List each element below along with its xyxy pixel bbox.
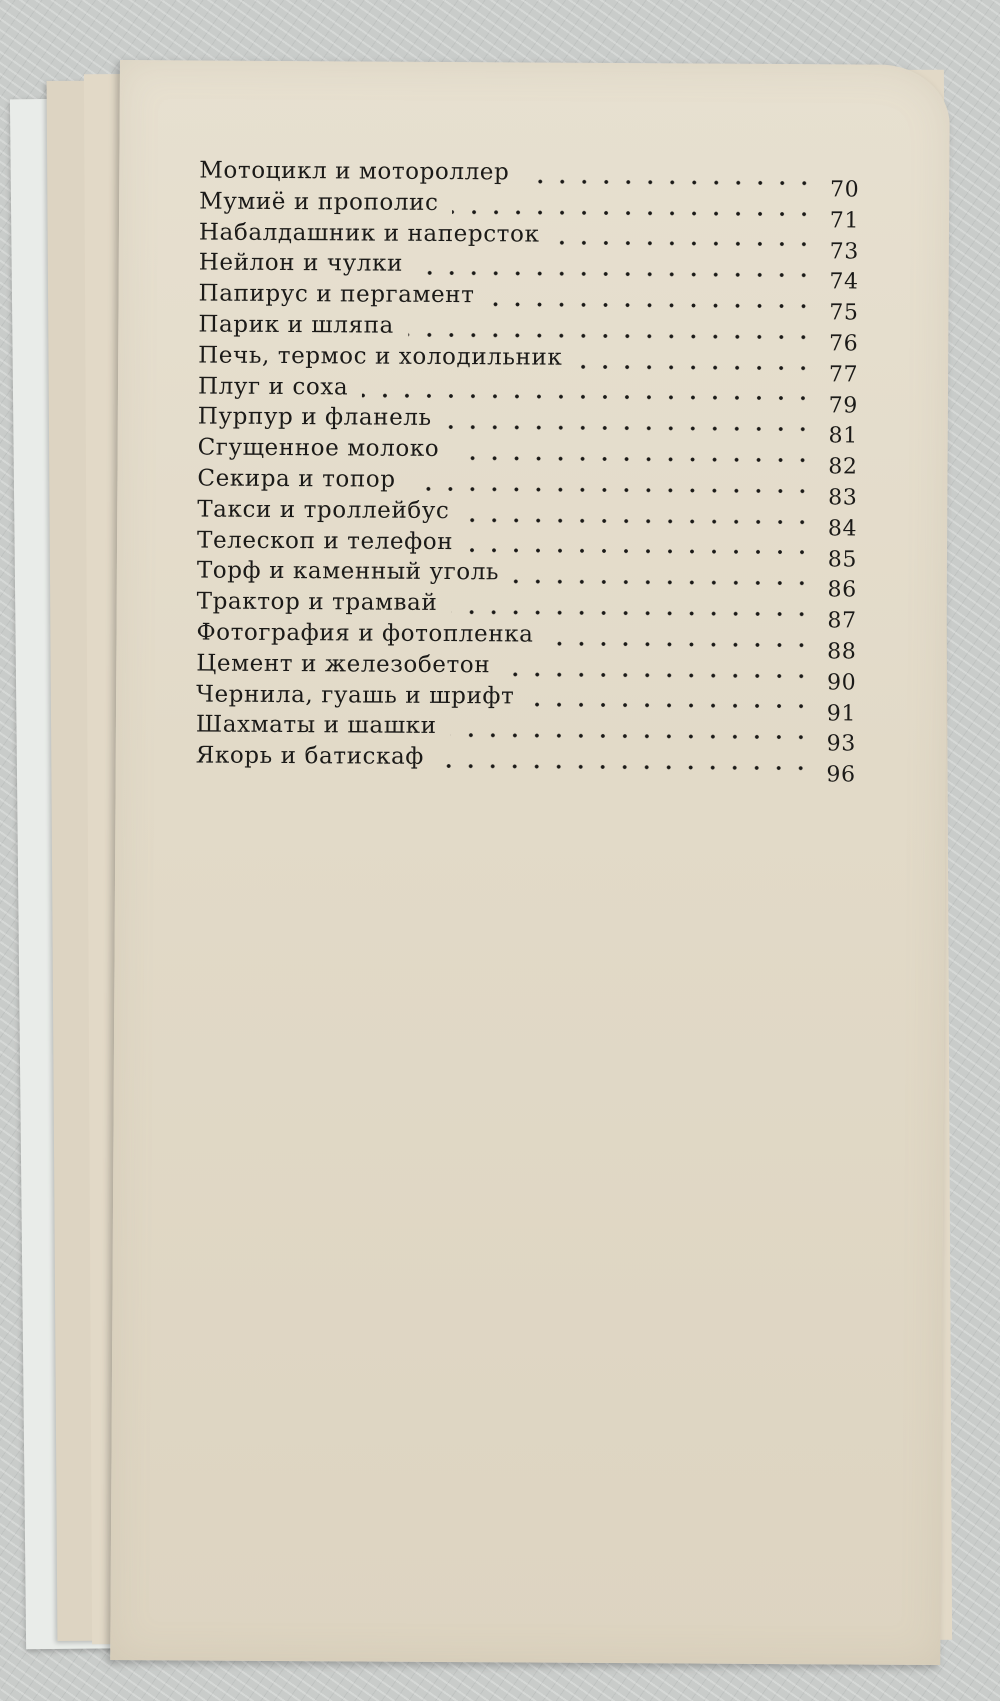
toc-entry-page: 81	[828, 423, 858, 449]
toc-entry-page: 71	[829, 208, 860, 234]
toc-entry-page: 75	[829, 300, 859, 326]
dot-leader	[451, 732, 812, 740]
dot-leader	[417, 270, 815, 278]
dot-leader	[452, 609, 813, 617]
toc-entry-page: 70	[829, 177, 860, 203]
toc-entry-title: Фотография и фотопленка	[196, 619, 534, 648]
toc-entry-page: 82	[828, 454, 858, 480]
dot-leader	[488, 301, 814, 309]
toc-entry-title: Якорь и батискаф	[195, 742, 425, 771]
toc-entry-title: Чернила, гуашь и шрифт	[196, 681, 515, 709]
toc-entry-title: Мумиё и прополис	[199, 188, 439, 216]
book-page	[110, 60, 950, 1665]
toc-entry-page: 90	[826, 670, 857, 696]
dot-leader	[463, 517, 813, 525]
toc-entry-title: Печь, термос и холодильник	[198, 342, 563, 371]
toc-entry-page: 77	[828, 362, 859, 388]
toc-entry-page: 87	[827, 608, 857, 634]
toc-entry-page: 83	[828, 485, 858, 511]
toc-entry-title: Торф и каменный уголь	[196, 557, 500, 586]
dot-leader	[452, 209, 815, 217]
dot-leader	[576, 363, 814, 370]
toc-entry-title: Телескоп и телефон	[196, 527, 454, 555]
dot-leader	[504, 671, 812, 679]
toc-entry-page: 86	[827, 577, 857, 603]
table-of-contents	[195, 155, 860, 788]
toc-entry-title: Нейлон и чулки	[198, 249, 404, 278]
toc-entry-title: Пурпур и фланель	[197, 403, 432, 432]
toc-entry-title: Набалдашник и наперсток	[198, 219, 540, 248]
toc-entry-page: 93	[826, 731, 856, 757]
toc-entry-page: 76	[829, 331, 859, 357]
toc-entry-title: Сгущенное молоко	[197, 434, 440, 463]
dot-leader	[523, 178, 815, 186]
toc-entry-title: Парик и шляпа	[198, 311, 394, 339]
toc-entry-title: Папирус и пергамент	[198, 280, 475, 309]
toc-entry	[195, 741, 856, 788]
toc-entry-title: Такси и троллейбус	[197, 496, 450, 524]
toc-entry-page: 84	[827, 516, 858, 542]
dot-leader	[362, 393, 814, 402]
toc-entry-page: 96	[826, 762, 856, 788]
toc-entry-title: Шахматы и шашки	[195, 711, 437, 740]
toc-entry-title: Цемент и железобетон	[196, 650, 491, 679]
toc-entry-page: 79	[828, 392, 858, 419]
dot-leader	[454, 455, 814, 463]
dot-leader	[513, 579, 813, 587]
toc-entry-page: 73	[829, 238, 859, 265]
toc-entry-title: Плуг и соха	[197, 373, 349, 400]
toc-entry-page: 91	[826, 700, 857, 727]
toc-entry-title: Трактор и трамвай	[196, 588, 438, 617]
dot-leader	[547, 640, 812, 648]
dot-leader	[438, 763, 812, 771]
dot-leader	[528, 702, 812, 710]
dot-leader	[446, 424, 814, 432]
toc-entry-page: 74	[829, 269, 859, 295]
toc-entry-title: Секира и топор	[197, 465, 396, 493]
dot-leader	[409, 486, 813, 494]
toc-entry-page: 85	[827, 546, 858, 573]
dot-leader	[554, 240, 815, 248]
dot-leader	[408, 332, 814, 340]
dot-leader	[467, 547, 813, 555]
toc-entry-page: 88	[827, 639, 857, 665]
toc-entry-title: Мотоцикл и мотороллер	[199, 157, 510, 186]
